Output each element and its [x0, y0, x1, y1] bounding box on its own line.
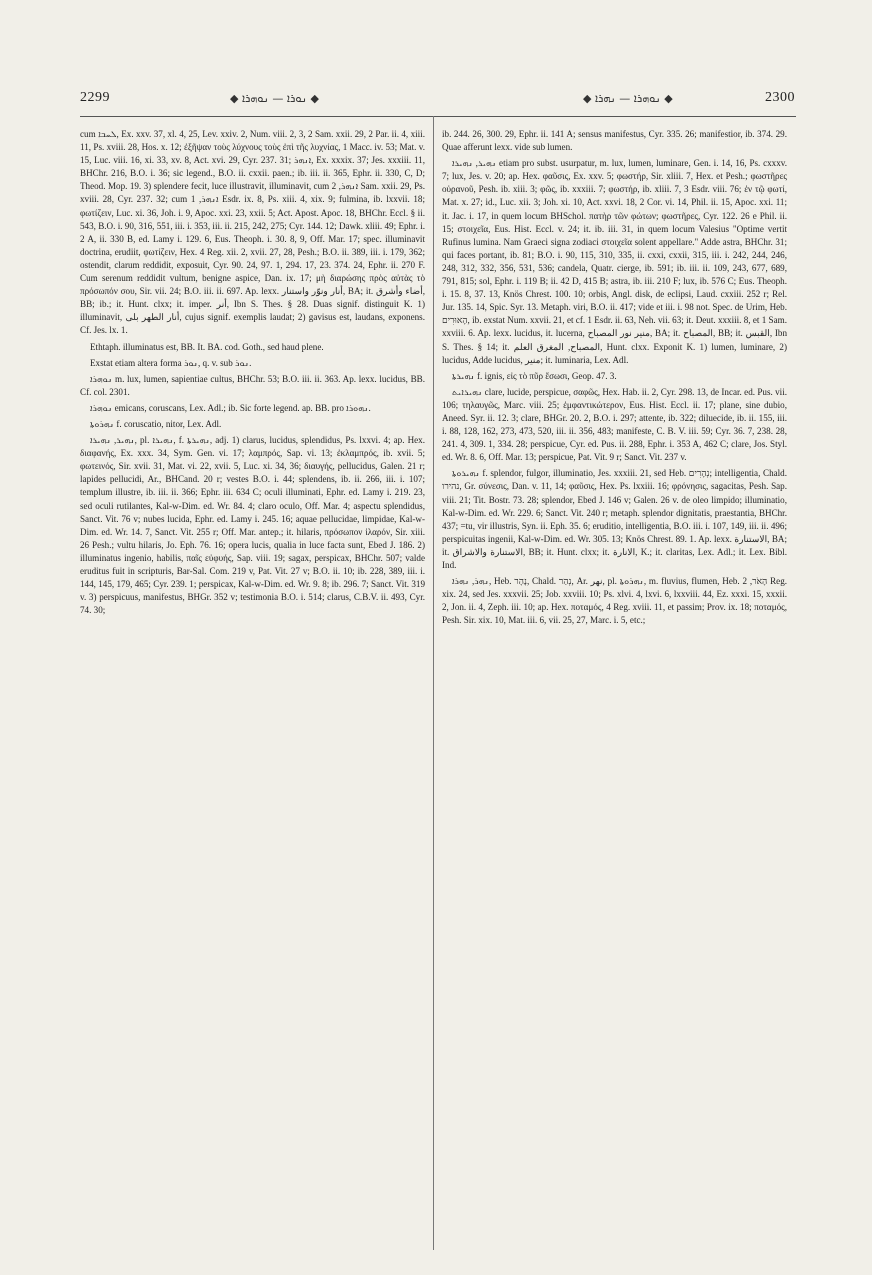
entry-paragraph: ܢܗܝܪܐܝܬ clare, lucide, perspicue, σαφῶς, Hex. Hab. ii. 2, Cyr. 298. 13, de Incar. ed. Pus. vii. 106; τηλαυγῶς, Marc. viii. 25; ἐμφαντικώτερον, Eus. Hist. Eccl. ii. 17; plane, sine dubio, Aneed. Syr. ii. 12. 3; clare, BHGr. 20. 2, B.O. i. 297; attente, ib. 322; diluecide, ib. ii. 155, iii. i. 88, 128, 162, 273, 473, 520, iii. ii. 356, 483; manifeste, C. B. V. iii. 59; Cyr. 36. 7, 238. 28, 241. 4, 309. 1, 334. 28; perspicue, Cyr. ed. Pus. ii. 288, Ephr. i. 353 A, 462 C; clare, Jos. Styl. ed. Wr. 8. 6, Off. Mar. 13; perspicue, Pat. Vit. 9 r; Sanct. Vit. 237 v.: [442, 386, 787, 463]
header-rule: [80, 116, 796, 117]
right-page-number: 2300: [765, 90, 795, 105]
entry-paragraph: ܢܗܝܪܬܐ f. ignis, εἰς τὸ πῦρ ἔσωσι, Geop. 47. 3.: [452, 370, 617, 381]
entry-paragraph: ܢܗܪܘܬܐ f. coruscatio, nitor, Lex. Adl.: [90, 418, 222, 429]
entry-paragraph: ܢܘܗܪܐ emicans, coruscans, Lex. Adl.; ib. Sic forte legend. ap. BB. pro ܢܗܘܪܐ.: [90, 402, 371, 413]
left-running-head: ◆ ܢܘܪܐ — ܢܘܗܪܐ ◆: [230, 92, 319, 105]
right-column: [442, 128, 787, 1246]
entry-paragraph: ܢܗܪ, ܢܗܪܐ, Heb. נָהָר, Chald. נְהַר, Ar. نهر, pl. ܢܗܪܘܬܐ, m. fluvius, flumen, Heb. הָאֹר, 2 Reg. xix. 24, sed Jes. xxxvii. 25; Job. xxviii. 10; Ps. xlvi. 4, lxvi. 6, lxxviii. 44, Ez. xxxi. 15, xxxii. 2, Jon. ii. 4, Zeph. iii. 10; ap. Hex. ποταμός, 4 Reg. xviii. 11, et passim; Prov. ix. 18; ποταμός, Pesh. Sir. xix. 10, Mat. iii. 6, vii. 25, 27, Marc. i. 5, etc.;: [442, 576, 787, 626]
entry-paragraph: cum ܠܚܒܐ, Ex. xxv. 37, xl. 4, 25, Lev. xxiv. 2, Num. viii. 2, 3, 2 Sam. xxii. 29, 2 Par. ii. 4, xiii. 11, Ps. xviii. 28, Hos. x. 12; ἐξῆψαν τοὺς λύχνους τοὺς ἐπὶ τῆς λυχνίας, 1 Macc. iv. 53; Mat. v. 15, Luc. viii. 16, xi. 33, xv. 8, Act. xvi. 29, Cyr. 237. 31; ܐܢܗܪ, Ex. xxxix. 37; Jes. xxxiii. 11, BHChr. 216, B.O. i. 36; sic legend., B.O. ii. cxxii. paen.; ib. iii. ii. 365, Ephr. ii. 330, C, D; Theod. Mop. 19. 3) splendere fecit, luce illustravit, illuminavit, cum ܐܢܗܪ, 2 Sam. xxii. 29, Ps. xviii. 28, Cyr. 237. 32; cum ܐܢܗܪ, 1 Esdr. ix. 8, Ps. xiii. 4, xix. 9; fulmina, ib. lxxvii. 18; φωτίζειν, Luc. xi. 36, Joh. i. 9, Apoc. xxi. 23, xxii. 5; Act. Apost. Apoc. 18, BHChr. Eccl. § ii. 543, B.O. i. 90, 316, 551, iii. i. 353, iii. ii. 215, 242, 275; Cyr. 144. 12; Dawk. xliii. 49; Ephr. i. 2 A, ii. 330 B, ed. Lamy i. 129. 6, Eus. Theoph. i. 30. 8, 9, Off. Mar. 17; spec. illuminavit doctrina, erudiit, φωτίζειν, Hex. 4 Reg. xii. 2, xvii. 27, 28, Pesh.; B.O. ii. 389, iii. i. 179, 362; ostendit, clarum reddidit, exposuit, Cyr. 90. 24, 97. 1, 294. 17, 23. 374. 24, Ephr. ii. 270 F. Cum serenum reddidit vultum, benigne aspice, Dan. ix. 17; μὴ διαρώσης πρὸς αὐτὰς τὸ πρόσωπόν σου, Sir. vii. 24; B.O. iii. ii. 697. Ap. lexx. أنار ونوّر واستنار, BA; it. أضاء وأشرق, BB; ib.; it. Hunt. clxx; it. imper. أنر, Ibn S. Thes. § 28. Duas signif. distinguit K. 1) illuminavit, أنار الطهر بلى, cujus signif. exemplis laudat; 2) gavisus est, laudans, exponens. Cf. Jes. lx. 1.: [80, 129, 425, 336]
left-column: [80, 128, 425, 1246]
entry-paragraph: Exstat etiam altera forma ܢܘܪ, q. v. sub ܢܘܪ.: [90, 357, 252, 368]
entry-paragraph: Ethtaph. illuminatus est, BB. It. BA. cod. Goth., sed haud plene.: [90, 341, 324, 352]
entry-paragraph: ib. 244. 26, 300. 29, Ephr. ii. 141 A; sensus manifestus, Cyr. 335. 26; manifestior, ib. 374. 29. Quae afferunt lexx. vide sub lumen.: [442, 129, 787, 153]
page-header: [0, 0, 872, 110]
entry-paragraph: ܢܗܝܪܘܬܐ f. splendor, fulgor, illuminatio, Jes. xxxiii. 21, sed Heb. נְהָרִים; intelligentia, Chald. נהירו, Gr. σύνεσις, Dan. v. 11, 14; φαῦσις, Hex. Ps. lxxiii. 16; φρόνησις, sagacitas, Pesh. Sap. viii. 21; Tit. Bostr. 73. 28; splendor, Ebed J. 146 v; Galen. 26 v. de oleo limpido; illuminatio, Kal-w-Dim. ed. Wr. 229. 6; Sanct. Vit. 240 r; metaph. splendor dignitatis, praestantia, BHChr. 437; =tu, vir illustris, Syn. ii. Eph. 35. 6; eruditio, intelligentia, B.O. iii. i. 107, 149, iii. ii. 496; perspicuitas ingenii, Kal-w-Dim. ed. Wr. 305. 13; Knös Chrest. 89. 1. Ap. lexx. الاستنارة, BA; it. الاستنارة والاشراق, BB; it. Hunt. clxx; it. الانارة, K.; it. claritas, Lex. Adl.; it. Lex. Bibl. Ind.: [442, 468, 787, 570]
left-page-number: 2299: [80, 90, 110, 105]
entry-paragraph: ܢܘܗܪܐ m. lux, lumen, sapientiae cultus, BHChr. 53; B.O. iii. ii. 363. Ap. lexx. lucidus, BB. Cf. col. 2301.: [80, 373, 425, 397]
column-divider: [433, 116, 434, 1250]
right-running-head: ◆ ܢܘܗܪܐ — ܢܗܪܐ ◆: [583, 92, 673, 105]
entry-paragraph: ܢܗܝܪ, ܢܗܝܪܐ, pl. ܢܗܝܪܐ, f. ܢܗܝܪܬܐ, adj. 1) clarus, lucidus, splendidus, Ps. lxxvi. 4; ap. Hex. διαφανής, Ex. xxx. 34, Sym. Gen. vi. 17; λαμπρός, Sap. vi. 13; ἐκλαμπρός, ib. xvii. 5; φωτεινός, Sir. xvii. 31, Mat. vi. 22, xvii. 5, Luc. xi. 34, 36; διαυγής, pellucidus, Galen. 21 r; lapides pellucidi, Ar., BHCand. 20 r; vestes B.O. i. 44; splendens, ib. ii. 266, iii. i. 107; templum illustre, ib. iii. ii. 366; Ephr. iii. 634 C; oculi illuminati, Ephr. ed. Lamy i. 219. 23, sed oculi rutilantes, Kal-w-Dim. ed. Wr. 84. 4; claro oculo, Off. Mar. 4; aspectu splendidus, Sanct. Vit. 76 v; nubes lucida, Ephr. ed. Lamy i. 245. 16; aquae pellucidae, limpidae, Kal-w-Dim. ed. Wr. 14. 7, Sanct. Vit. 255 r; Off. Mar. antep.; it. hilaris, πρόσωπον ἱλαρόν, Sir. xiii. 26 Pesh.; vultu hilaris, Jo. Eph. 76. 16; opera lucis, qualia in luce facta sunt, Ebed J. 186. 2) illuminatus ingenio, habilis, παῖς εὐφυής, Sap. viii. 19; sagax, perspicax, BHChr. 507; valde eruditus fuit in scripturis, Bar-Sal. Com. 219 v, Pat. Vit. 27 v; B.O. ii. 10; ib. 228, 389, iii. i. 144, 145, 179, 465; Cyr. 239. 1; perspicax, Kal-w-Dim. ed. Wr. 9. 8; ib. 296. 7; Sanct. Vit. 319 v. 3) perspicuus, manifestus, BHGr. 352 v; testimonia B.O. i. 514; clarus, C.B.V. ii. 493, Cyr. 74. 30;: [80, 435, 425, 616]
entry-paragraph: ܢܗܝܪ, ܢܗܝܪܐ etiam pro subst. usurpatur, m. lux, lumen, luminare, Gen. i. 14, 16, Ps. cxxxv. 7; lux, Jes. v. 20; ap. Hex. φαῦσις, Ex. xxv. 5; φωστήρ, Sir. xliii. 7, Hex. et Pesh.; φωστῆρες οὐρανοῦ, Pesh. ib. xiii. 3; φῶς, ib. xxxiii. 7; φωστήρ, ib. xliii. 7, 3 Esdr. viii. 76; ἐν τῷ φωτί, Mat. x. 27; id., Luc. xii. 3; Joh. xi. 10, Act. xxvi. 18, 2 Cor. vi. 14, Phil. ii. 15, Apoc. xxi. 11; it. Jac. i. 17, in quem locum BHSchol. πατὴρ τῶν φώτων; φωστῆρες, Cyr. 122. 26 e Phil. ii. 15; στοιχεῖα, Eus. Hist. Eccl. v. 24; it. ib. iii. 31, in quem locum Valesius "Optime vertit Rufinus lumina. Nam Graeci signa zodiaci στοιχεῖα solent appellare." Adde astra, BHChr. 31; qui faces portant, ib. 81; B.O. i. 90, 115, 310, 335, ii. cxxi, cxxii, 315, iii. i. 242, 244, 246, 248, 312, 332, 356, 531, 536; candela, Quatr. cierge, ib. 591; ib. iii. ii. 109, 243, 677, 689, 791, 815; sol, Ephr. i. 119 B; ii. 42 D, 415 B; astra, ib. iii. 210 F; lux, ib. 576 C; Eus. Theoph. i. 15. 8, 37. 13, Knös Chrest. 100. 10; orbis, Angl. disk, de eclipsi, Laud. cxxiii. 252 r; Rel. Jur. 135. 14, Spic. Syr. 13. Metaph. viri, B.O. ii. 417; vide et iii. i. 98 not. Spec. de Urim, Heb. הָאוּרִים, ib. exstat Num. xxvii. 21, et cf. 1 Esdr. ii. 63, Neh. vii. 63; it. Deut. xxxiii. 8, et 1 Sam. xxviii. 6. Ap. lexx. lucidus, it. lucerna, منير نور المصباح, BA; it. المصباح, BB; it. القبس, Ibn S. Thes. § 14; it. المصباح, المغرق العلم, Hunt. clxx. Exponit K. 1) lumen, luminare, 2) lucidus, Adde lucidus, منير; it. luminaria, Lex. Adl.: [442, 158, 787, 365]
